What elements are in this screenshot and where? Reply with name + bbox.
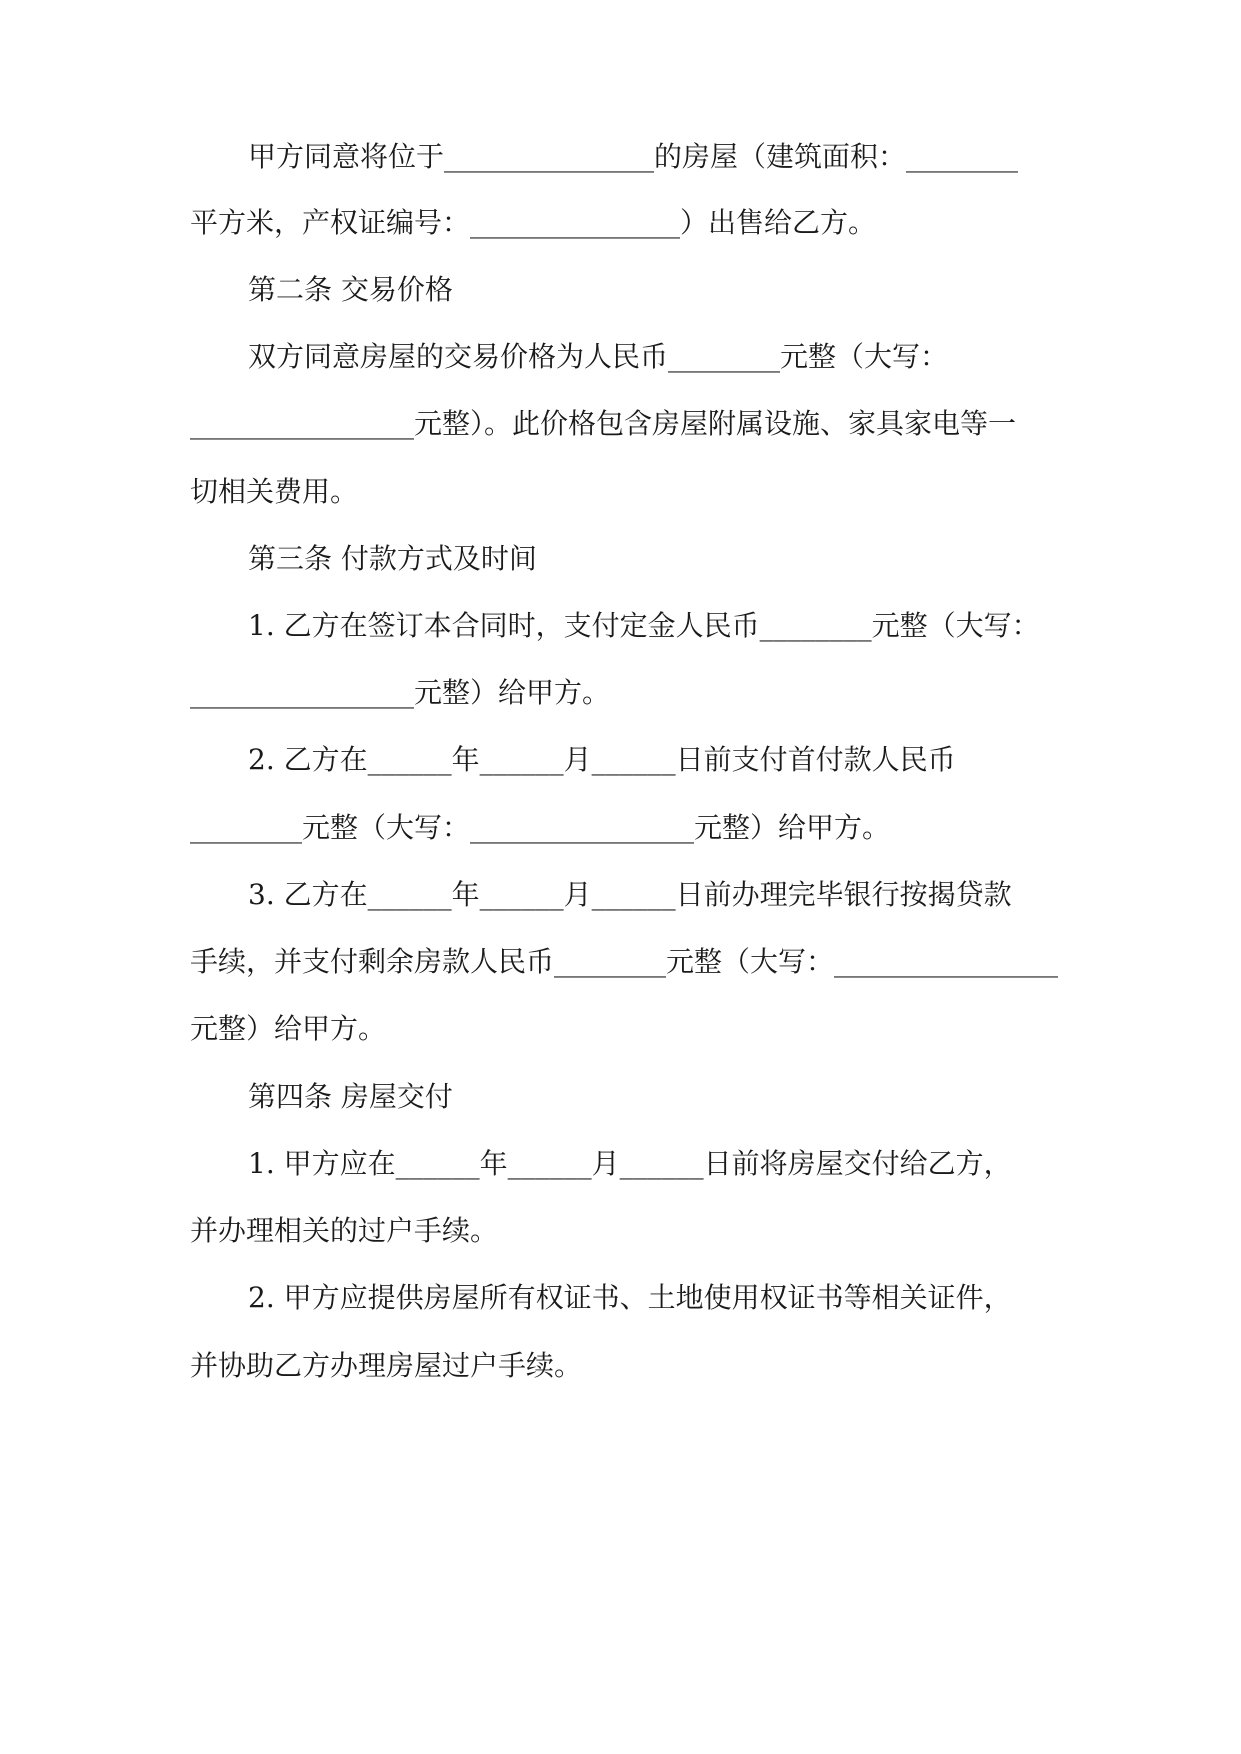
paragraph-line: ________________元整）给甲方。 — [190, 676, 611, 709]
paragraph-line: 双方同意房屋的交易价格为人民币________元整（大写： — [248, 340, 949, 373]
paragraph-line: 并办理相关的过户手续。 — [190, 1214, 499, 1247]
paragraph-line: 切相关费用。 — [190, 475, 359, 508]
paragraph-line: ________元整（大写：________________元整）给甲方。 — [190, 811, 891, 844]
paragraph-line: 2. 乙方在______年______月______日前支付首付款人民币 — [248, 743, 956, 776]
paragraph-line: 甲方同意将位于_______________的房屋（建筑面积：________ — [248, 140, 1019, 173]
paragraph-line: 2. 甲方应提供房屋所有权证书、土地使用权证书等相关证件， — [248, 1281, 1012, 1314]
paragraph-line: 3. 乙方在______年______月______日前办理完毕银行按揭贷款 — [248, 878, 1012, 911]
paragraph-line: ________________元整）。此价格包含房屋附属设施、家具家电等一 — [190, 407, 1017, 440]
paragraph-line: 手续，并支付剩余房款人民币________元整（大写：________________ — [190, 945, 1059, 978]
paragraph-line: 1. 乙方在签订本合同时，支付定金人民币________元整（大写： — [248, 609, 1040, 642]
article-heading: 第四条 房屋交付 — [248, 1080, 453, 1113]
paragraph-line: 并协助乙方办理房屋过户手续。 — [190, 1349, 583, 1382]
paragraph-line: 元整）给甲方。 — [190, 1012, 387, 1045]
paragraph-line: 平方米，产权证编号：_______________）出售给乙方。 — [190, 206, 877, 239]
paragraph-line: 1. 甲方应在______年______月______日前将房屋交付给乙方， — [248, 1147, 1012, 1180]
article-heading: 第二条 交易价格 — [248, 273, 453, 306]
article-heading: 第三条 付款方式及时间 — [248, 542, 537, 575]
